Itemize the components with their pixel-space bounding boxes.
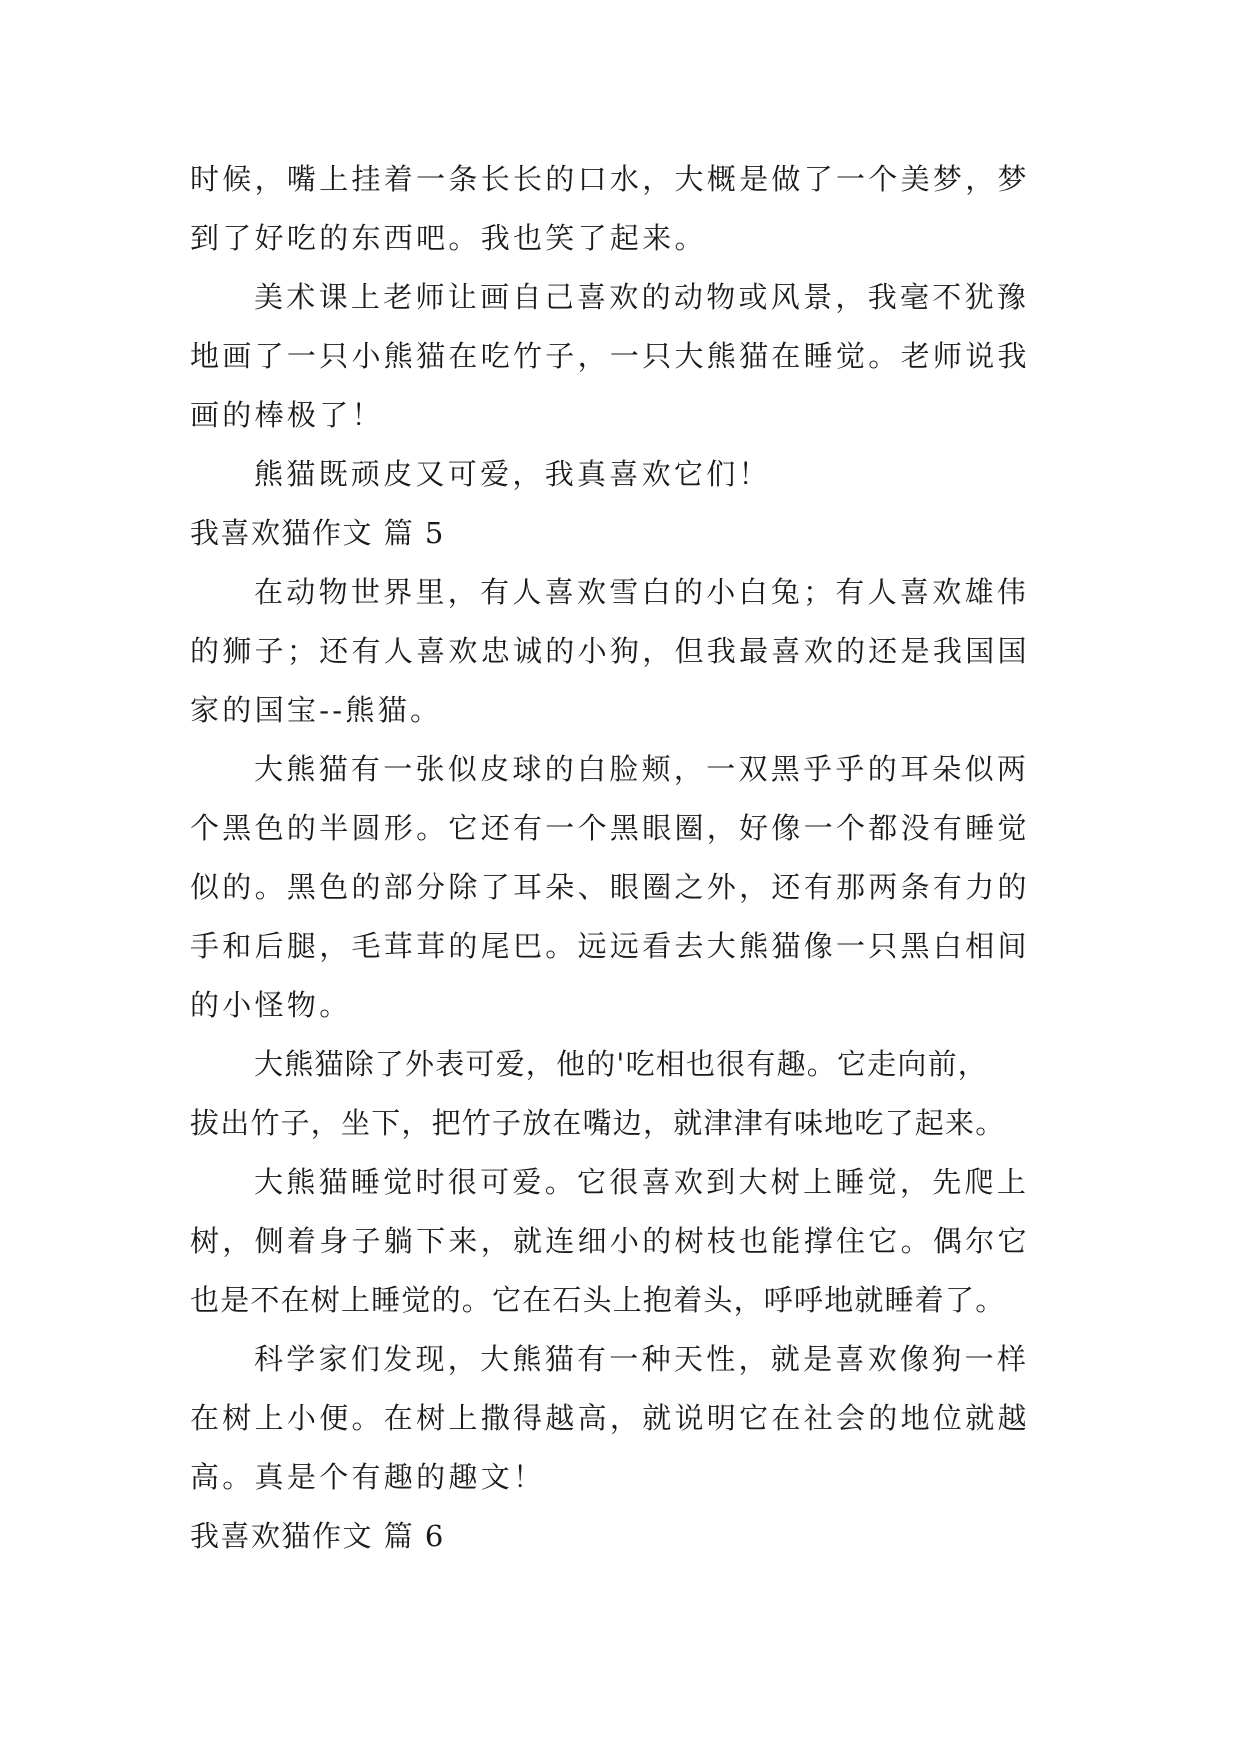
paragraph-line: 大熊猫除了外表可爱，他的'吃相也很有趣。它走向前， <box>254 1047 988 1081</box>
paragraph-line: 到了好吃的东西吧。我也笑了起来。 <box>190 221 707 255</box>
paragraph-line: 的狮子；还有人喜欢忠诚的小狗，但我最喜欢的还是我国国 <box>190 634 1030 668</box>
paragraph-line: 手和后腿，毛茸茸的尾巴。远远看去大熊猫像一只黑白相间 <box>190 929 1030 963</box>
paragraph-line: 美术课上老师让画自己喜欢的动物或风景，我毫不犹豫 <box>254 280 1030 314</box>
paragraph-line: 也是不在树上睡觉的。它在石头上抱着头，呼呼地就睡着了。 <box>190 1283 1006 1317</box>
section-heading: 我喜欢猫作文 篇 5 <box>190 516 445 550</box>
paragraph-line: 的小怪物。 <box>190 988 352 1022</box>
section-heading: 我喜欢猫作文 篇 6 <box>190 1519 445 1553</box>
paragraph-line: 画的棒极了！ <box>190 398 384 432</box>
paragraph-line: 大熊猫有一张似皮球的白脸颊，一双黑乎乎的耳朵似两 <box>254 752 1030 786</box>
paragraph-line: 在树上小便。在树上撒得越高，就说明它在社会的地位就越 <box>190 1401 1030 1435</box>
paragraph-line: 家的国宝--熊猫。 <box>190 693 443 727</box>
paragraph-line: 时候，嘴上挂着一条长长的口水，大概是做了一个美梦，梦 <box>190 162 1030 196</box>
document-page <box>190 150 1060 1566</box>
paragraph-line: 似的。黑色的部分除了耳朵、眼圈之外，还有那两条有力的 <box>190 870 1030 904</box>
paragraph-line: 个黑色的半圆形。它还有一个黑眼圈，好像一个都没有睡觉 <box>190 811 1030 845</box>
paragraph-line: 在动物世界里，有人喜欢雪白的小白兔；有人喜欢雄伟 <box>254 575 1030 609</box>
paragraph-line: 高。真是个有趣的趣文！ <box>190 1460 546 1494</box>
paragraph-line: 地画了一只小熊猫在吃竹子，一只大熊猫在睡觉。老师说我 <box>190 339 1030 373</box>
paragraph-line: 拔出竹子，坐下，把竹子放在嘴边，就津津有味地吃了起来。 <box>190 1106 1006 1140</box>
paragraph-line: 大熊猫睡觉时很可爱。它很喜欢到大树上睡觉，先爬上 <box>254 1165 1030 1199</box>
paragraph-line: 科学家们发现，大熊猫有一种天性，就是喜欢像狗一样 <box>254 1342 1030 1376</box>
paragraph-line: 树，侧着身子躺下来，就连细小的树枝也能撑住它。偶尔它 <box>190 1224 1030 1258</box>
paragraph-line: 熊猫既顽皮又可爱，我真喜欢它们！ <box>254 457 771 491</box>
